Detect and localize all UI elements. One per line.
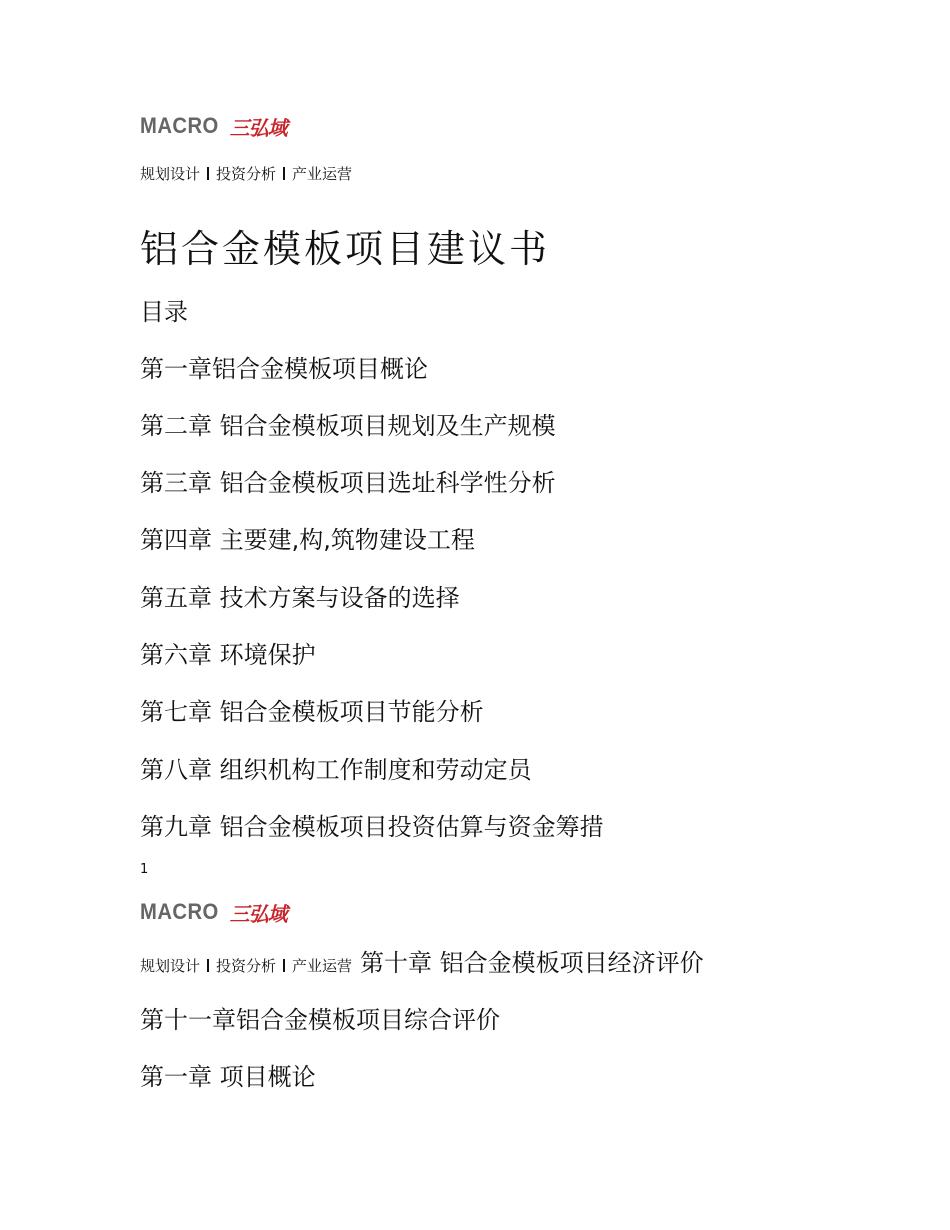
- tagline: [140, 163, 352, 184]
- toc-item: 第十一章铝合金模板项目综合评价: [140, 1006, 500, 1034]
- company-logo: [140, 898, 287, 926]
- toc-item: 第五章 技术方案与设备的选择: [140, 584, 460, 612]
- company-logo: [140, 112, 287, 140]
- document-title: 铝合金模板项目建议书: [140, 227, 551, 271]
- logo-text-en: MACRO: [140, 113, 219, 138]
- tagline-divider: [283, 959, 285, 972]
- tagline-item: 产业运营: [292, 957, 353, 975]
- toc-item: 第四章 主要建,构,筑物建设工程: [140, 526, 475, 554]
- tagline-item: 产业运营: [292, 165, 353, 183]
- page-number: 1: [140, 862, 149, 877]
- toc-item: 第一章铝合金模板项目概论: [140, 355, 428, 383]
- toc-item: 第六章 环境保护: [140, 641, 316, 669]
- toc-item: 第九章 铝合金模板项目投资估算与资金筹措: [140, 813, 604, 841]
- toc-item: 第二章 铝合金模板项目规划及生产规模: [140, 412, 556, 440]
- toc-item: 第八章 组织机构工作制度和劳动定员: [140, 756, 532, 784]
- logo-text-cn: 三弘域: [229, 115, 287, 140]
- header-line: [140, 943, 704, 978]
- tagline-item: 规划设计: [140, 165, 201, 183]
- tagline-divider: [207, 959, 209, 972]
- toc-heading: 目录: [140, 298, 188, 326]
- tagline-divider: [283, 167, 285, 180]
- toc-item: 第十章 铝合金模板项目经济评价: [360, 949, 704, 977]
- logo-text-cn: 三弘域: [229, 901, 287, 926]
- toc-item: 第七章 铝合金模板项目节能分析: [140, 698, 484, 726]
- tagline-item: 投资分析: [216, 165, 277, 183]
- tagline-item: 投资分析: [216, 957, 277, 975]
- toc-item: 第三章 铝合金模板项目选址科学性分析: [140, 469, 556, 497]
- tagline: [140, 955, 352, 976]
- logo-text-en: MACRO: [140, 899, 219, 924]
- tagline-item: 规划设计: [140, 957, 201, 975]
- tagline-divider: [207, 167, 209, 180]
- chapter-heading: 第一章 项目概论: [140, 1063, 316, 1091]
